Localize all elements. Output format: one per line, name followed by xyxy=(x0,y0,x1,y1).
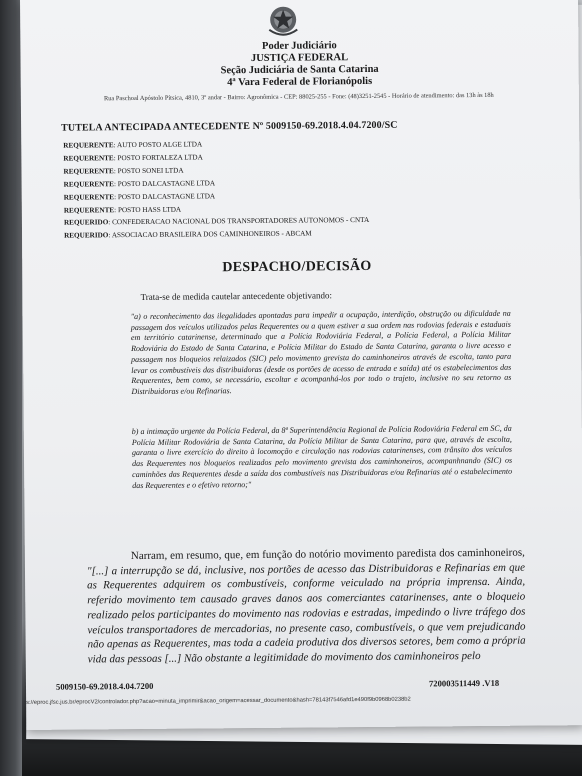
party-name: CONFEDERACAO NACIONAL DOS TRANSPORTADORES AUTONOMOS - CNTA xyxy=(112,216,370,227)
party-name: POSTO DALCASTAGNE LTDA xyxy=(117,179,216,188)
header-line-2: JUSTIÇA FEDERAL xyxy=(250,52,349,64)
party-row: REQUERIDO: ASSOCIACAO BRASILEIRA DOS CAMINHONEIROS - ABCAM xyxy=(64,229,312,240)
party-label: REQUERENTE xyxy=(63,179,114,189)
party-label: REQUERENTE xyxy=(63,141,114,150)
party-row: REQUERENTE: POSTO DALCASTAGNE LTDA xyxy=(63,179,216,189)
party-label: REQUERENTE xyxy=(63,192,115,202)
header-line-1: Poder Judiciário xyxy=(261,40,337,52)
party-name: POSTO FORTALEZA LTDA xyxy=(117,153,203,163)
party-row: REQUERENTE: POSTO DALCASTAGNE LTDA xyxy=(63,191,216,202)
party-row: REQUERIDO: CONFEDERACAO NACIONAL DOS TRANSPORTADORES AUTONOMOS - CNTA xyxy=(63,216,370,228)
party-label: REQUERIDO xyxy=(64,231,109,240)
party-label: REQUERENTE xyxy=(63,167,114,176)
party-name: POSTO HASS LTDA xyxy=(117,205,182,214)
quoted-request-a: "a) o reconhecimento das ilegalidades apontadas para impedir a ocupação, interdição, obstrução ou dificuldade na passagem dos veículos utilizados pelas Requerentes ou a quem estiver a sua ordem nas rodovias federais e estaduais em território catarinense, determinado que a Polícia Rodoviária Federal, a Polícia Federal, a Polícia Militar Rodoviária do Estado de Santa Catarina, e Polícia Militar do Estado de Santa Catarina, garanta o livre acesso e passagem nos bloqueios relaizados (SIC) pelo movimento grevista do caminhoneiros através de escolta, tanto para levar os combustíveis das distribuidoras (desde os portões de acesso de entrada e saída) até os estabelecimentos das Requerentes, bem como, se necessário, escoltar e acompanhá-los por todo o trajeto, inclusive no seu retorno as Distribuidoras e/ou Refinarias. xyxy=(130,308,512,396)
case-title: TUTELA ANTECIPADA ANTECEDENTE Nº 5009150-69.2018.4.04.7200/SC xyxy=(61,119,398,134)
party-label: REQUERENTE xyxy=(63,154,114,163)
party-label: REQUERENTE xyxy=(63,205,115,215)
narrative-intro: Narram, em resumo, que, em função do notório movimento paredista dos caminhoneiros, xyxy=(130,546,525,563)
party-row: REQUERENTE: POSTO SONEI LTDA xyxy=(63,166,184,176)
desk-edge xyxy=(0,0,22,776)
footer-case-number: 5009150-69.2018.4.04.7200 xyxy=(55,680,154,692)
narrative-paragraph xyxy=(87,546,526,667)
narrative-quote: "[...] a interrupção se dá, inclusive, nos portões de acesso das Distribuidoras e Refinarias em que as Requerentes adquirem os combustíveis, conforme veiculado na própria imprensa. Ainda, referido movimento tem causado graves danos aos comerciantes catarinenses, ante o bloqueio realizado pelos participantes do movimento nas rodovias e estradas, impedindo o livre tráfego dos veículos transportadores de mercadorias, no presente caso, combustíveis, o que vem prejudicando não apenas as Requerentes, mas toda a cadeia produtiva dos diversos setores, bem como a própria vida das pessoas [...] Não obstante a legitimidade do movimento dos caminhoneiros pelo xyxy=(86,561,526,666)
section-title: DESPACHO/DECISÃO xyxy=(222,258,372,276)
party-name: AUTO POSTO ALGE LTDA xyxy=(116,140,203,150)
party-label: REQUERIDO xyxy=(63,218,109,228)
coat-of-arms-icon xyxy=(265,4,301,38)
party-row: REQUERENTE: POSTO HASS LTDA xyxy=(63,205,182,215)
party-name: ASSOCIACAO BRASILEIRA DOS CAMINHONEIROS - ABCAM xyxy=(111,229,312,240)
print-url: s://eproc.jfsc.jus.br/eprocV2/controlador.php?acao=minuta_imprimir&acao_origem=acessar_documento&hash=78143f7546afd1e490f9b0968b0238b2 xyxy=(26,696,411,706)
court-address: Rua Paschoal Apóstolo Pítsica, 4810, 3º andar - Bairro: Agronômica - CEP: 88025-255 - Fone: (48)3251-2545 - Horário de atendimento: das 13h às 18h xyxy=(103,91,494,103)
footer-document-id: 720003511449 .V18 xyxy=(428,677,500,689)
header-line-4: 4ª Vara Federal de Florianópolis xyxy=(227,75,373,89)
quoted-request-b: b) a intimação urgente da Polícia Federal, da 8ª Superintendência Regional de Polícia Rodoviária Federal em SC, da Polícia Militar Rodoviária de Santa Catarina, da Polícia Militar de Santa Catarina, para que, através de escolta, garanta o livre exercício do direito à locomoção e circulação nas rodovias catarinenses, com trânsito dos veículos das Requerentes nos bloqueios realizados pelo movimento grevista dos caminhoneiros, acompanhnando (SIC) os caminhões das Requerentes desde a saída dos combustíveis nas Distribuidoras e/ou Refinarias até o estabelecimento das Requerentes e o efetivo retorno;" xyxy=(131,423,513,490)
party-name: POSTO SONEI LTDA xyxy=(117,166,184,175)
parties-list xyxy=(63,137,369,243)
header-line-3: Seção Judiciária de Santa Catarina xyxy=(220,63,379,77)
intro-text: Trata-se de medida cautelar antecedente objetivando: xyxy=(140,290,332,302)
party-name: POSTO DALCASTAGNE LTDA xyxy=(117,191,216,201)
party-row: REQUERENTE: POSTO FORTALEZA LTDA xyxy=(63,153,203,163)
document-page xyxy=(20,0,582,730)
party-row: REQUERENTE: AUTO POSTO ALGE LTDA xyxy=(63,140,203,150)
